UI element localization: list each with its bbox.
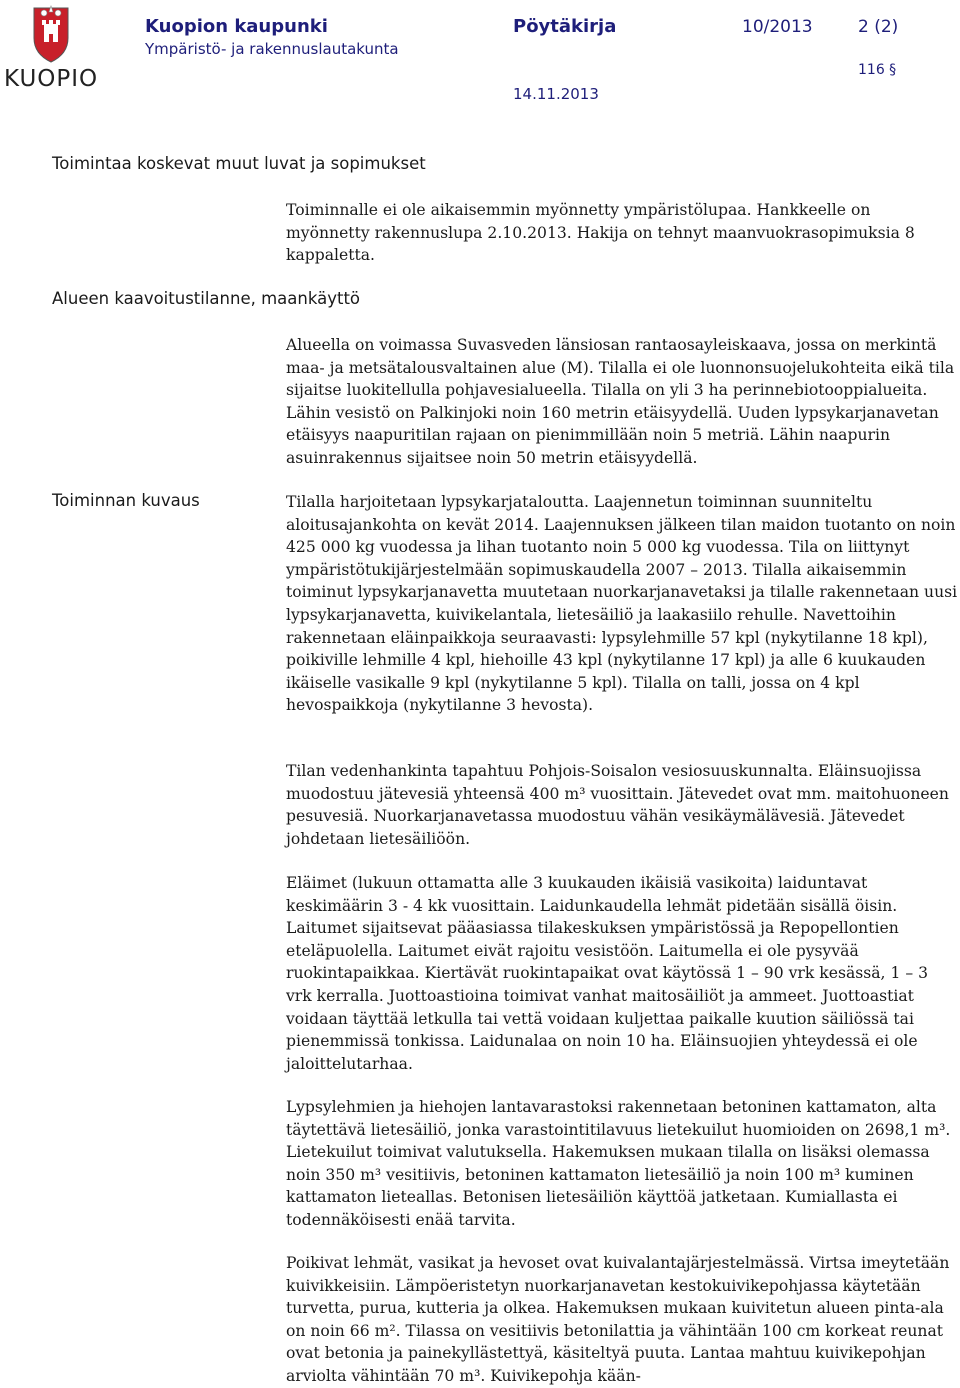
paragraph-manure: Lypsylehmien ja hiehojen lantavarastoksi rakennetaan betoninen kattamaton, alta täytettävä lietesäiliö, jonka varastointitilavuus lietekuilut huomioiden on 2698,1 m³. Lietekuilut toimivat valutuksella. Hakemuksen mukaan tilalla on lisäksi olemassa noin 350 m³ vesitiivis, betoninen kattamaton lietesäiliö ja noin 100 m³ kuminen kattamaton lieteallas. Betonisen lietesäiliön käyttöä jatketaan. Kumiallasta ei todennäköisesti enää tarvita.: [286, 1098, 951, 1229]
paragraph-bedding: Poikivat lehmät, vasikat ja hevoset ovat kuivalantajärjestelmässä. Virtsa imeytetään kuivikkeisiin. Lämpöeristetyn nuorkarjanavetan kestokuivikepohjassa käytetään turvetta, purua, kutteria ja olkea. Hakemuksen mukaan kuivitetun alueen pinta-ala on noin 66 m². Tilassa on vesitiivis betonilattia ja vähintään 100 cm korkeat reunat ovat betonia ja painekyllästettyä, käsiteltyä puuta. Lantaa mahtuu kuivikepohjan arviolta vähintään 70 m³. Kuivikepohja kään-: [286, 1254, 950, 1385]
kuopio-logo: [4, 4, 98, 96]
coat-of-arms-icon: [4, 4, 98, 66]
paragraph-operations: Tilalla harjoitetaan lypsykarjataloutta. Laajennetun toiminnan suunniteltu aloitusajankohta on kevät 2014. Laajennuksen jälkeen tilan maidon tuotanto on noin 425 000 kg vuodessa ja lihan tuotanto noin 5 000 kg vuodessa. Tila on liittynyt ympäristötukijärjestelmään sopimuskaudella 2007 – 2013. Tilalla aikaisemmin toiminut lypsykarjanavetta muutetaan nuorkarjanavetaksi ja tilalle rakennetaan uusi lypsykarjanavetta, kuivikelantala, lietesäiliö ja laakasiilo rehulle. Navettoihin rakennetaan eläinpaikkoja seuraavasti: lypsylehmille 57 kpl (nykytilanne 18 kpl), poikiville lehmille 4 kpl, hiehoille 43 kpl (nykytilanne 17 kpl) ja alle 6 kuukauden ikäiselle vasikalle 9 kpl (nykytilanne 5 kpl). Tilalla on talli, jossa on 4 kpl hevospaikkoja (nykytilanne 3 hevosta).: [286, 493, 958, 715]
document-type: Pöytäkirja: [513, 16, 617, 37]
paragraph-permits: Toiminnalle ei ole aikaisemmin myönnetty ympäristölupaa. Hankkeelle on myönnetty rakennuslupa 2.10.2013. Hakija on tehnyt maanvuokrasopimuksia 8 kappaletta.: [286, 201, 915, 265]
organization-name: Kuopion kaupunki: [145, 16, 328, 37]
meeting-date: 14.11.2013: [513, 85, 599, 103]
logo-wordmark: KUOPIO: [4, 66, 99, 92]
board-name: Ympäristö- ja rakennuslautakunta: [145, 40, 399, 58]
paragraph-grazing: Eläimet (lukuun ottamatta alle 3 kuukauden ikäisiä vasikoita) laiduntavat keskimäärin 3 - 4 kk vuosittain. Laidunkaudella lehmät pidetään sisällä öisin. Laitumet sijaitsevat pääasiassa tilakeskuksen ympäristössä ja Repopellontien eteläpuolella. Laitumet eivät rajoitu vesistöön. Laitumella ei ole pysyvää ruokintapaikkaa. Kiertävät ruokintapaikat ovat käytössä 1 – 90 vrk kesässä, 1 – 3 vrk kerralla. Juottoastioina toimivat vanhat maitosäiliöt ja ammeet. Juottoastiat voidaan täyttää letkulla tai vettä voidaan kuljettaa paikalle kuution säiliössä tai pienemmissä tonkissa. Laidunalaa on noin 10 ha. Eläinsuojien yhteydessä ei ole jaloittelutarhaa.: [286, 874, 929, 1073]
page-number: 2 (2): [858, 17, 899, 37]
paragraph-number: 116 §: [858, 62, 897, 78]
document-number: 10/2013: [742, 17, 813, 37]
paragraph-water: Tilan vedenhankinta tapahtuu Pohjois-Soisalon vesiosuuskunnalta. Eläinsuojissa muodostuu jätevesiä yhteensä 400 m³ vuosittain. Jätevedet ovat mm. maitohuoneen pesuvesiä. Nuorkarjanavetassa muodostuu vähän vesikäymälävesiä. Jätevedet johdetaan lietesäiliöön.: [286, 762, 949, 848]
label-zoning: Alueen kaavoitustilanne, maankäyttö: [52, 289, 361, 308]
label-other-permits: Toimintaa koskevat muut luvat ja sopimukset: [52, 154, 426, 173]
label-operations: Toiminnan kuvaus: [52, 491, 200, 510]
paragraph-zoning: Alueella on voimassa Suvasveden länsiosan rantaosayleiskaava, jossa on merkintä maa- ja metsätalousvaltainen alue (M). Tilalla ei ole luonnonsuojelukohteita eikä tila sijaitse luokitellulla pohjavesialueella. Tilalla on yli 3 ha perinnebiotooppialueita. Lähin vesistö on Palkinjoki noin 160 metrin etäisyydellä. Uuden lypsykarjanavetan etäisyys naapuritilan rajaan on pienimmillään noin 5 metriä. Lähin naapurin asuinrakennus sijaitsee noin 50 metrin etäisyydellä.: [286, 336, 955, 467]
